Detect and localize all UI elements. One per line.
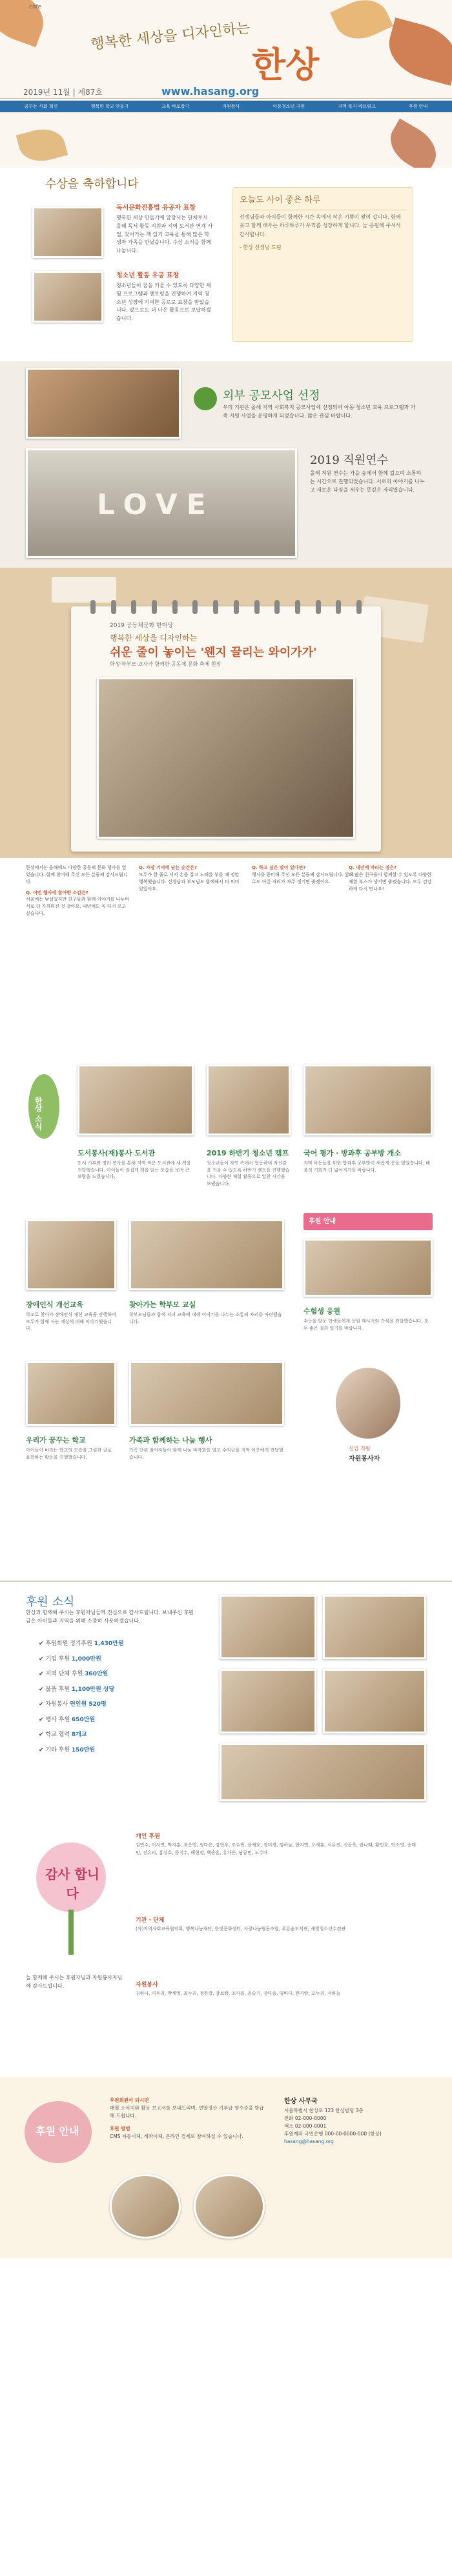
feature-tag: 2019 공동체문화 한마당 bbox=[110, 623, 174, 629]
website-link[interactable]: www.hasang.org bbox=[161, 85, 260, 97]
award-photo bbox=[32, 206, 103, 258]
interview-answer: 더 많은 친구들이 함께할 수 있도록 다양한 체험 부스가 생기면 좋겠습니다. 모두 건강하게 다시 만나요! bbox=[349, 872, 432, 892]
nav-item[interactable]: 자원봉사 bbox=[222, 103, 240, 109]
contest-title: 외부 공모사업 선정 bbox=[223, 389, 320, 403]
activity-photo bbox=[303, 1064, 433, 1135]
donation-item: ✔ 후원회원 정기후원 1,430만원 bbox=[39, 1641, 124, 1647]
donation-photo bbox=[220, 1669, 316, 1733]
staff-role: 신입 직원 bbox=[349, 1446, 371, 1452]
feature-subtitle: 학생·학부모·교사가 함께한 공동체 문화 축제 현장 bbox=[110, 661, 221, 667]
masthead bbox=[0, 0, 452, 168]
header-divider bbox=[0, 98, 452, 99]
activity-title: 장애인식 개선교육 bbox=[26, 1301, 83, 1309]
donor-group-heading: 자원봉사 bbox=[136, 1982, 158, 1988]
notebook-rings bbox=[90, 600, 362, 614]
donation-section bbox=[0, 1581, 452, 1813]
award-text: 청소년들이 꿈을 키울 수 있도록 다양한 체험 프로그램과 멘토링을 진행하여 지역 청소년 성장에 기여한 공로로 표창을 받았습니다. 앞으로도 더 나은 활동으로 보답하겠습니다. bbox=[116, 283, 211, 322]
award-text: 행복한 세상 만들기에 앞장서는 단체로서 올해 독서 활동 지원과 지역 도서관 연계 사업, 찾아가는 책 읽기 교육을 통해 많은 학생과 가족을 만났습니다. 수상 소식을 함께 나눕니다. bbox=[116, 215, 213, 254]
donor-names: 김하나, 이두리, 박세영, 최누리, 정한결, 강보람, 조아름, 윤슬기, 장다솜, 임바다, 한가람, 오누리, 서하늘 bbox=[136, 1991, 341, 1997]
interview-question: Q. 가장 기억에 남는 순간은? bbox=[139, 865, 198, 870]
autumn-leaf-decoration bbox=[382, 17, 452, 86]
activity-photo bbox=[26, 1361, 116, 1426]
nav-item[interactable]: 꿈꾸는 사회 혁신 bbox=[24, 103, 58, 109]
activity-text: 학교로 찾아가 장애인식 개선 교육을 진행하며 모두가 함께 사는 세상에 대해 이야기했습니다. bbox=[26, 1312, 116, 1331]
org-email[interactable]: hasang@hasang.org bbox=[284, 2139, 334, 2144]
award-subheading: 청소년 활동 유공 표창 bbox=[116, 272, 180, 279]
activity-photo bbox=[303, 1239, 433, 1297]
contest-workshop-section bbox=[0, 361, 452, 568]
activity-text: 도서 기부와 정리 봉사를 통해 지역 작은 도서관에 새 책을 전달했습니다. 아이들이 즐겁게 책을 읽는 모습을 보며 큰 보람을 느꼈습니다. bbox=[77, 1161, 191, 1179]
donor-group-heading: 개인 후원 bbox=[136, 1833, 160, 1840]
donation-item: ✔ 행사 후원 650만원 bbox=[39, 1716, 96, 1723]
donation-photo bbox=[220, 1595, 316, 1659]
masthead-title: 한상 bbox=[252, 44, 320, 85]
thanks-title: 감사 합니다 bbox=[45, 1866, 100, 1901]
activity-text: 지역 아동들을 위한 방과후 공부방이 새롭게 문을 열었습니다. 배움의 기회가 더 넓어지기를 바랍니다. bbox=[303, 1161, 430, 1173]
nav-item[interactable]: 아동청소년 지원 bbox=[272, 103, 305, 109]
interview-question: Q. 내년에 바라는 점은? bbox=[349, 865, 397, 870]
section-leaf-icon bbox=[26, 1071, 62, 1142]
thanks-section bbox=[0, 1813, 452, 2077]
nav-bar bbox=[0, 101, 452, 112]
nav-item[interactable]: 행복한 학교 만들기 bbox=[90, 103, 129, 109]
nav-item[interactable]: 교육 바로잡기 bbox=[161, 103, 190, 109]
interview-question: Q. 하고 싶은 말이 있다면? bbox=[252, 865, 306, 870]
activity-photo bbox=[129, 1361, 284, 1426]
interview-column bbox=[139, 864, 242, 892]
autumn-leaf-decoration bbox=[382, 119, 445, 168]
support-answer: 매월 소식지와 활동 보고서를 보내드리며, 연말정산 기부금 영수증을 발급해 드립니다. bbox=[110, 2105, 264, 2119]
footer-photo bbox=[194, 2174, 265, 2239]
donation-item: ✔ 기타 후원 150만원 bbox=[39, 1746, 96, 1753]
activity-title: 가족과 함께하는 나눔 행사 bbox=[129, 1436, 212, 1444]
org-address: 서울특별시 한상로 123 한상빌딩 3층 bbox=[284, 2108, 364, 2113]
org-name: 한상 사무국 bbox=[284, 2098, 318, 2105]
interview-question: Q. 이번 행사에 참여한 소감은? bbox=[26, 890, 88, 895]
workshop-text: 올해 직원 연수는 가을 숲에서 함께 걸으며 소통하는 시간으로 진행되었습니다. 서로의 이야기를 나누고 새로운 다짐을 세우는 뜻깊은 자리였습니다. bbox=[310, 470, 425, 493]
paper-block-decoration bbox=[52, 577, 116, 603]
donation-photo bbox=[220, 1743, 426, 1801]
activity-text: 아이들이 바라는 학교의 모습을 그림과 글로 표현하는 활동을 진행했습니다. bbox=[26, 1448, 112, 1460]
autumn-leaf-decoration bbox=[16, 124, 68, 166]
org-fax: 팩스 02-000-0001 bbox=[284, 2123, 327, 2129]
masthead-tagline: 행복한 세상을 디자인하는 bbox=[90, 20, 251, 53]
feature-photo bbox=[97, 677, 355, 839]
autumn-leaf-decoration bbox=[330, 0, 393, 48]
activity-text: 가족 단위 참여자들이 함께 나눔 바자회를 열고 수익금을 지역 이웃에게 전달했습니다. bbox=[129, 1448, 283, 1460]
activity-title: 찾아가는 학부모 교실 bbox=[129, 1301, 196, 1309]
interview-column bbox=[26, 864, 129, 917]
nav-item[interactable]: 지역 복지 네트워크 bbox=[338, 103, 376, 109]
volunteers bbox=[136, 1981, 420, 1998]
org-phone: 전화 02-000-0000 bbox=[284, 2115, 327, 2121]
donation-item: ✔ 기업 후원 1,000만원 bbox=[39, 1655, 101, 1662]
award-subheading: 독서문화진흥법 유공자 표창 bbox=[116, 205, 196, 212]
interview-answer: 처음에는 낯설었지만 친구들과 함께 이야기를 나누며 서로 더 가까워진 것 같아요. 내년에도 꼭 다시 오고 싶습니다. bbox=[26, 897, 129, 917]
interview-answer: 행사를 준비해 주신 모든 분들께 감사드립니다. 앞으로도 이런 자리가 자주 생기면 좋겠어요. bbox=[252, 872, 354, 884]
support-question: 후원회원이 되시면 bbox=[110, 2097, 149, 2103]
section-title: 수상을 축하합니다 bbox=[45, 177, 139, 191]
issue-number: 2019년 11월 | 제87호 bbox=[23, 88, 103, 97]
quote-signature: - 한상 선생님 드림 bbox=[240, 245, 282, 251]
donation-photo bbox=[323, 1669, 426, 1733]
donation-list bbox=[39, 1640, 124, 1761]
quote-box bbox=[232, 187, 413, 342]
feature-section bbox=[0, 568, 452, 858]
support-question: 후원 방법 bbox=[110, 2126, 130, 2132]
donation-item: ✔ 자원봉사 연인원 520명 bbox=[39, 1701, 107, 1708]
activity-title: 도서봉사(재)봉사 도서관 bbox=[77, 1149, 156, 1157]
contest-text: 우리 기관은 올해 지역 사회복지 공모사업에 선정되어 아동·청소년 교육 프로그램과 가족 지원 사업을 운영하게 되었습니다. 많은 관심 바랍니다. bbox=[223, 404, 416, 419]
activity-photo bbox=[26, 1219, 116, 1290]
footer-title: 후원 안내 bbox=[36, 2125, 79, 2137]
activity-text: 학부모님들과 함께 자녀 교육에 대해 이야기를 나누는 소통의 자리를 마련했습니다. bbox=[129, 1312, 282, 1324]
contest-emblem-icon bbox=[194, 387, 217, 410]
footer-photo bbox=[110, 2174, 181, 2239]
group-photo bbox=[26, 368, 181, 439]
activity-photo bbox=[207, 1064, 291, 1135]
donation-item: ✔ 물품 후원 1,100만원 상당 bbox=[39, 1686, 115, 1693]
interview-column bbox=[252, 864, 355, 886]
interview-intro: 한상에서는 올해에도 다양한 공동체 문화 행사를 열었습니다. 함께 참여해 주신 모든 분들께 감사드립니다. bbox=[26, 865, 128, 884]
contact-info bbox=[284, 2097, 433, 2146]
donation-intro: 한상과 함께해 주시는 후원자님들께 진심으로 감사드립니다. 보내주신 후원금은 아이들과 지역을 위해 소중히 사용하겠습니다. bbox=[26, 1610, 194, 1624]
feature-title: 쉬운 줄이 놓이는 '웬지 끌리는 와이가가' bbox=[110, 646, 317, 659]
donation-item: ✔ 학교 협력 8개교 bbox=[39, 1732, 87, 1738]
workshop-title: 2019 직원연수 bbox=[310, 454, 389, 467]
activity-title: 국어 평가 · 방과후 공부방 개소 bbox=[303, 1149, 401, 1157]
interview-column bbox=[349, 864, 433, 892]
news-heading: 한상 소식 bbox=[34, 1097, 43, 1131]
awards-section bbox=[0, 168, 452, 361]
feature-title-pre: 행복한 세상을 디자인하는 bbox=[110, 634, 198, 643]
org-account: 후원계좌 국민은행 000-00-0000-000 (한상) bbox=[284, 2131, 382, 2137]
quote-text: 선생님들과 아이들이 함께한 시간 속에서 작은 기쁨이 쌓여 갑니다. 함께 웃고 함께 배우는 하루하루가 우리를 성장하게 합니다. 늘 응원해 주셔서 감사합니다. bbox=[240, 214, 401, 237]
notebook-card bbox=[71, 606, 381, 852]
individual-donors bbox=[136, 1832, 420, 1857]
staff-portrait bbox=[336, 1368, 400, 1439]
love-letters: LOVE bbox=[97, 488, 215, 521]
footer-section bbox=[0, 2077, 452, 2258]
donation-photo bbox=[323, 1595, 426, 1659]
award-photo bbox=[32, 271, 103, 323]
activity-photo bbox=[77, 1064, 194, 1135]
activity-title: 수험생 응원 bbox=[303, 1307, 340, 1315]
donor-names: (사)지역사회교육협의회, 행복나눔재단, 한빛문화센터, 사랑나눔협동조합, 푸른숲도서관, 새빛청소년수련관 bbox=[136, 1926, 346, 1932]
news-section bbox=[0, 1052, 452, 1581]
activity-title: 우리가 꿈꾸는 학교 bbox=[26, 1436, 86, 1444]
donation-item: ✔ 지역 단체 후원 360만원 bbox=[39, 1671, 108, 1677]
activity-text: 청소년들이 자연 속에서 협동하며 자신감을 키울 수 있도록 하반기 캠프를 진행했습니다. 다양한 체험 활동으로 알찬 시간을 보냈습니다. bbox=[207, 1161, 290, 1186]
org-donors bbox=[136, 1916, 420, 1933]
interview-section bbox=[0, 858, 452, 1052]
support-answer: CMS 자동이체, 계좌이체, 온라인 결제로 참여하실 수 있습니다. bbox=[110, 2133, 243, 2139]
header-badge: cafe bbox=[29, 4, 42, 10]
autumn-leaf-decoration bbox=[0, 0, 51, 47]
staff-name: 자원봉사자 bbox=[349, 1455, 380, 1463]
nav-item[interactable]: 후원 안내 bbox=[409, 103, 428, 109]
activity-title: 2019 하반기 청소년 캠프 bbox=[207, 1149, 289, 1157]
donor-names: 김민수, 이서연, 박지훈, 최은영, 정다은, 강현우, 조수빈, 윤재호, 장미경, 임하늘, 한지민, 오세훈, 서유진, 신동욱, 권나래, 황민호, 안소영, 송태민, 전유리, 홍성호, 문지수, 배현정, 백승훈, 유가은, 남궁민, 노수아 bbox=[136, 1842, 416, 1856]
sponsor-banner[interactable]: 후원 안내 bbox=[303, 1213, 433, 1230]
donor-group-heading: 기관 · 단체 bbox=[136, 1917, 165, 1924]
interview-answer: 모두가 한 줄로 서서 손을 잡고 노래를 부를 때 정말 행복했습니다. 선생님과 부모님도 함께해서 더 의미 있었어요. bbox=[139, 872, 240, 892]
activity-photo bbox=[129, 1219, 284, 1290]
activity-text: 수능을 앞둔 학생들에게 응원 메시지와 간식을 전달했습니다. 모두 좋은 결과 있기를 바랍니다. bbox=[303, 1319, 429, 1331]
thanks-subtitle: 늘 함께해 주시는 후원자님과 자원봉사자님께 감사드립니다. bbox=[26, 1975, 123, 1989]
support-info bbox=[110, 2097, 265, 2141]
quote-title: 오늘도 사이 좋은 하루 bbox=[240, 195, 321, 205]
donation-title: 후원 소식 bbox=[26, 1595, 75, 1609]
